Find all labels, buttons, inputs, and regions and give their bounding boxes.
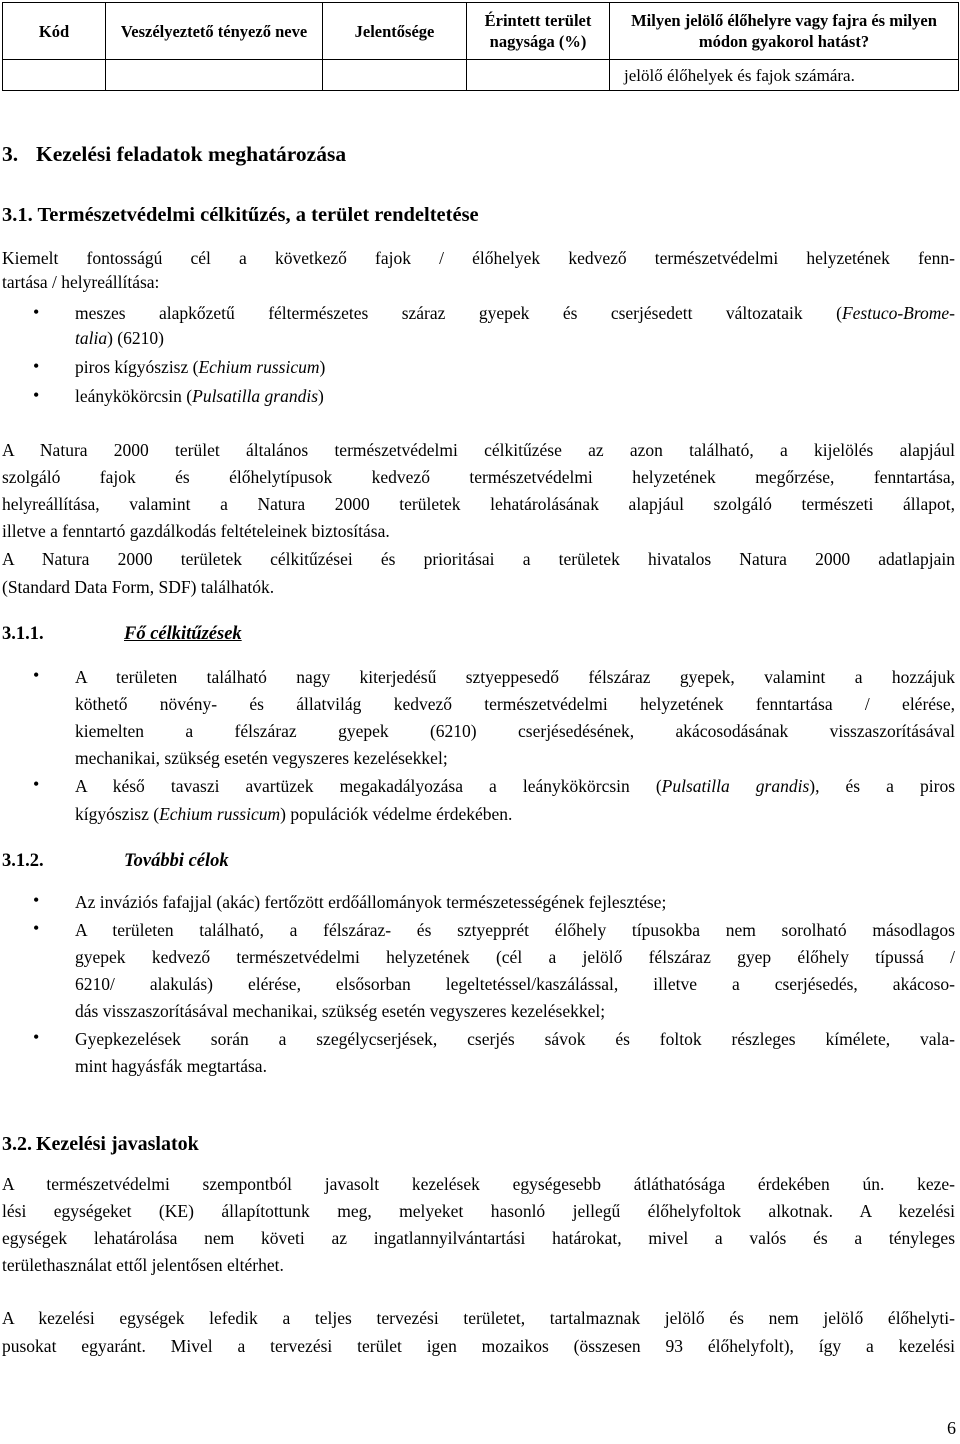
subsection-title: Fő célkitűzések: [124, 624, 242, 644]
bullet-icon: •: [33, 302, 40, 322]
bullet-icon: •: [33, 774, 40, 794]
para1-line: illetve a fenntartó gazdálkodás feltételeinek biztosítása.: [2, 521, 390, 541]
target-item-2: piros kígyószisz (Echium russicum): [75, 357, 326, 377]
further-goal-2-line: 6210/ alakulás) elérése, elsősorban legeltetéssel/kaszálással, illetve a cserjésedés, akácoso-: [75, 974, 955, 994]
section-3-1-heading: 3.1. Természetvédelmi célkitűzés, a terület rendeltetése: [2, 204, 479, 226]
para3-line: területhasználat ettől jelentősen eltérhet.: [2, 1255, 284, 1275]
para1-line: A Natura 2000 terület általános természetvédelmi célkitűzése az azon található, a kijelölés alapjául: [2, 440, 955, 460]
bullet-icon: •: [33, 890, 40, 910]
col-header-code: Kód: [3, 3, 106, 60]
table-cell: [106, 60, 323, 91]
goal-1-line: kiemelten a félszáraz gyepek (6210) cserjésedésének, akácosodásának visszaszorításával: [75, 721, 955, 741]
target-item-1b: talia) (6210): [75, 328, 164, 348]
further-goal-2-line: dás visszaszorításával mechanikai, szükség esetén vegyszeres kezelésekkel;: [75, 1001, 606, 1021]
subsection-number: 3.1.2.: [2, 851, 44, 871]
subsection-3-1-1: [2, 624, 242, 645]
target-item-1a: meszes alapkőzetű féltermészetes száraz gyepek és cserjésedett változataik (Festuco-Brome-: [75, 303, 955, 323]
further-goal-3-line: Gyepkezelések során a szegélycserjések, cserjés sávok és foltok részleges kímélete, vala-: [75, 1029, 955, 1049]
section-3-heading: [2, 142, 346, 167]
section-3-2-heading: [2, 1133, 199, 1156]
para2-line: A Natura 2000 területek célkitűzései és prioritásai a területek hivatalos Natura 2000 adatlapjain: [2, 549, 955, 569]
goal-1-line: köthető növény- és állatvilág kedvező természetvédelmi helyzetének fenntartása / elérése,: [75, 694, 955, 714]
subsection-number: 3.1.1.: [2, 624, 44, 644]
para3-line: lési egységeket (KE) állapítottunk meg, melyeket hasonló jellegű élőhelyfoltok alkotnak. A kezelési: [2, 1201, 955, 1221]
table-cell: [467, 60, 610, 91]
section-number: 3.: [2, 142, 19, 166]
goal-1-line: A területen található nagy kiterjedésű sztyeppesedő félszáraz gyepek, valamint a hozzájuk: [75, 667, 955, 687]
col-header-threat-name: Veszélyeztető tényező neve: [106, 3, 323, 60]
para1-line: szolgáló fajok és élőhelytípusok kedvező természetvédelmi helyzetének megőrzése, fenntartása,: [2, 467, 955, 487]
col-header-affected-area: Érintett terület nagysága (%): [467, 3, 610, 60]
bullet-icon: •: [33, 918, 40, 938]
section-title: Kezelési javaslatok: [36, 1133, 199, 1155]
goal-1-line: mechanikai, szükség esetén vegyszeres kezelésekkel;: [75, 748, 448, 768]
bullet-icon: •: [33, 1027, 40, 1047]
further-goal-2-line: gyepek kedvező természetvédelmi helyzetének (cél a jelölő félszáraz gyep élőhely típussá /: [75, 947, 955, 967]
page-number: 6: [947, 1418, 956, 1438]
further-goal-2-line: A területen található, a félszáraz- és sztyepprét élőhely típusokba nem sorolható másodlagos: [75, 920, 955, 940]
col-header-significance: Jelentősége: [323, 3, 467, 60]
table-cell: [3, 60, 106, 91]
goal-2-line-2: kígyószisz (Echium russicum) populációk védelme érdekében.: [75, 804, 513, 824]
para1-line: helyreállítása, valamint a Natura 2000 területek lehatárolásának alapjául szolgáló természeti állapot,: [2, 494, 955, 514]
bullet-icon: •: [33, 356, 40, 376]
para3-line: egységek lehatárolása nem követi az ingatlannyilvántartási határokat, mivel a valós és a tényleges: [2, 1228, 955, 1248]
goal-2-line-1: A késő tavaszi avartüzek megakadályozása a leánykökörcsin (Pulsatilla grandis), és a piros: [75, 776, 955, 796]
section-number: 3.2.: [2, 1133, 32, 1155]
intro-line-1: Kiemelt fontosságú cél a következő fajok / élőhelyek kedvező természetvédelmi helyzetének fenn-: [2, 248, 955, 268]
col-header-impact: Milyen jelölő élőhelyre vagy fajra és milyen módon gyakorol hatást?: [610, 3, 959, 60]
further-goal-3-line: mint hagyásfák megtartása.: [75, 1056, 267, 1076]
intro-line-2: tartása / helyreállítása:: [2, 272, 160, 292]
section-title: Kezelési feladatok meghatározása: [36, 142, 347, 166]
table-cell-impact: jelölő élőhelyek és fajok számára.: [610, 60, 959, 91]
target-item-3: leánykökörcsin (Pulsatilla grandis): [75, 386, 324, 406]
bullet-icon: •: [33, 665, 40, 685]
threat-table: [2, 2, 959, 91]
bullet-icon: •: [33, 385, 40, 405]
subsection-3-1-2: [2, 851, 229, 872]
subsection-title: További célok: [124, 851, 229, 871]
para2-line: (Standard Data Form, SDF) találhatók.: [2, 577, 275, 597]
table-cell: [323, 60, 467, 91]
further-goal-1: Az inváziós fafajjal (akác) fertőzött erdőállományok természetességének fejlesztése;: [75, 892, 667, 912]
para4-line: pusokat egyaránt. Mivel a tervezési terület igen mozaikos (összesen 93 élőhelyfolt), így a kezelési: [2, 1336, 955, 1356]
para4-line: A kezelési egységek lefedik a teljes tervezési területet, tartalmaznak jelölő és nem jelölő élőhelyti-: [2, 1308, 955, 1328]
para3-line: A természetvédelmi szempontból javasolt kezelések egységesebb átláthatósága érdekében ún. keze-: [2, 1174, 955, 1194]
